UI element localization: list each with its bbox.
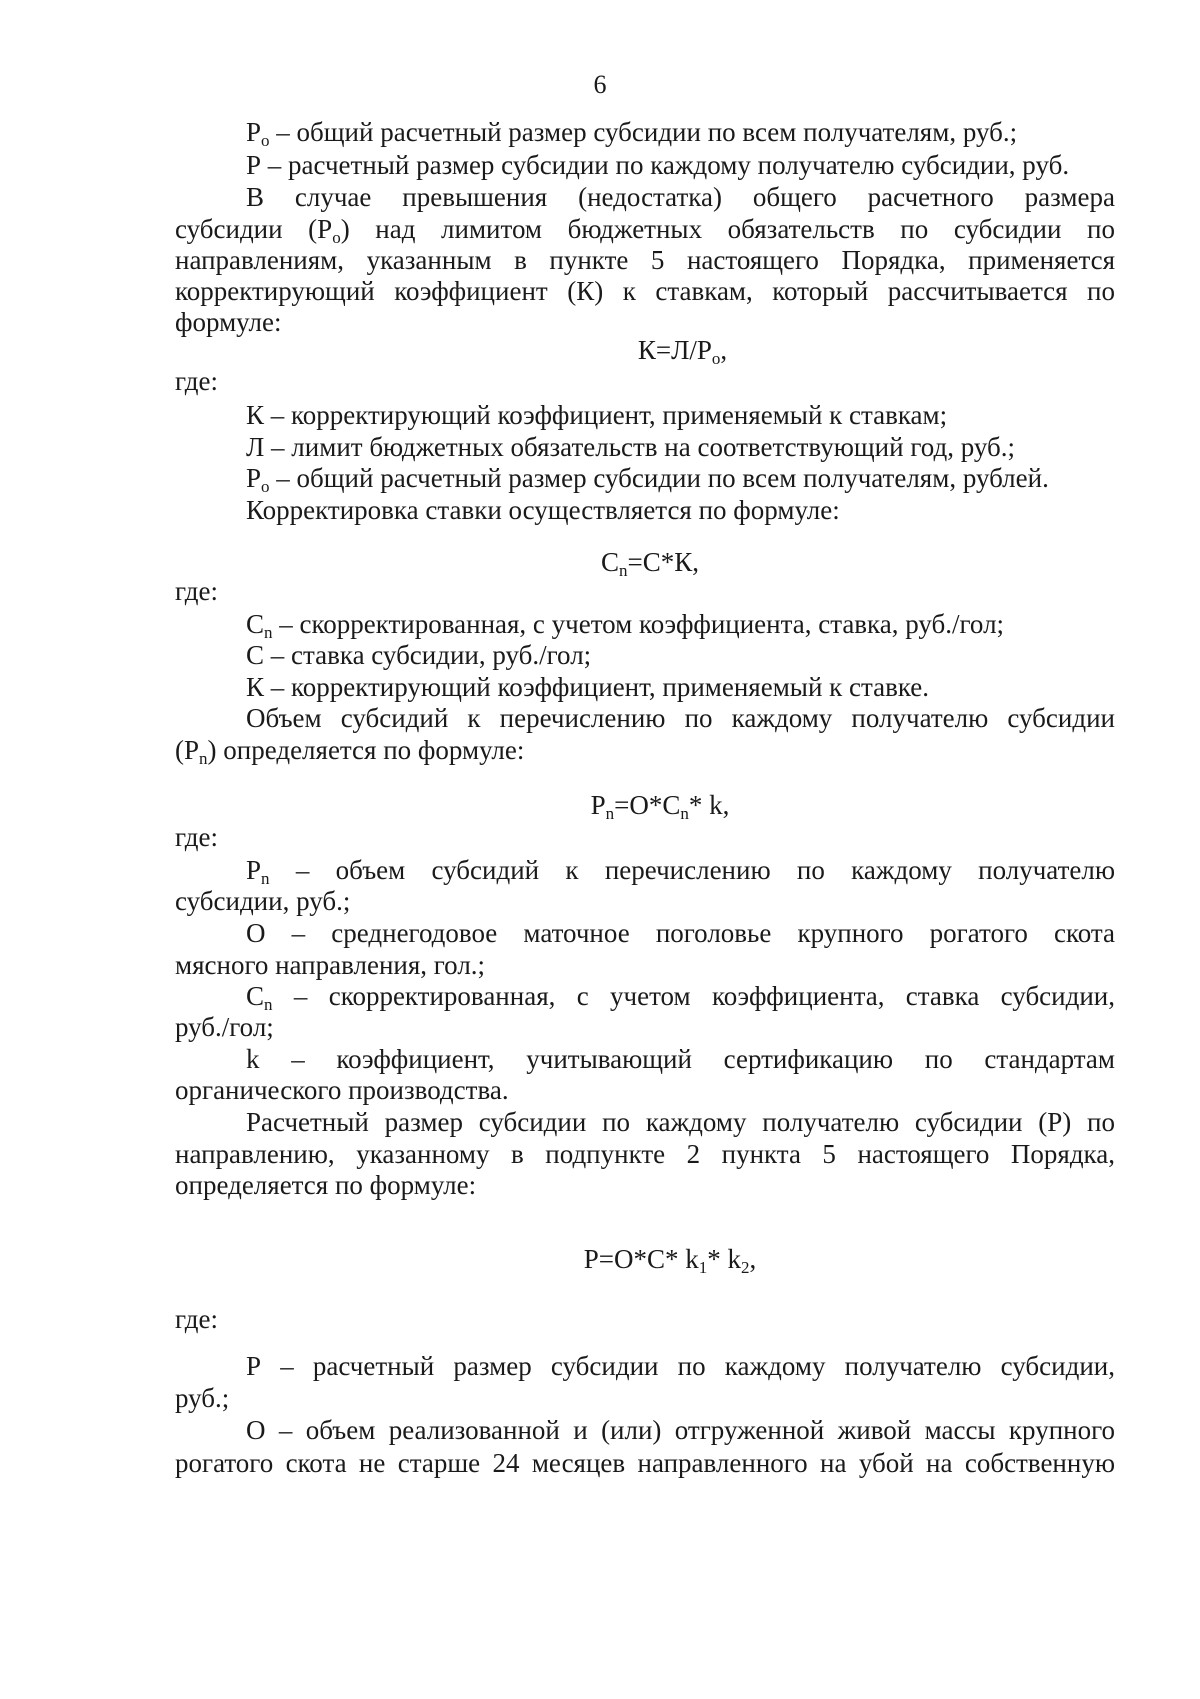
definition-cn [246, 607, 1115, 641]
formula-text: , [720, 335, 728, 365]
subscript: n [261, 869, 270, 888]
subscript: n [264, 995, 273, 1014]
subscript: 1 [698, 1258, 708, 1277]
paragraph-line: субсидии, руб.; [175, 886, 351, 916]
subscript: n [619, 561, 628, 580]
formula-text: * k [707, 1244, 741, 1274]
subscript: n [199, 749, 208, 768]
text: – общий расчетный размер субсидии по всем получателям, рублей. [269, 463, 1049, 493]
where-label: где: [175, 822, 218, 852]
paragraph-line: В случае превышения (недостатка) общего расчетного размера [246, 182, 1115, 212]
formula-text: * k, [688, 790, 730, 820]
formula-text: =С*К, [627, 547, 699, 577]
definition-po [246, 461, 1115, 495]
definition-k: К – корректирующий коэффициент, применяемый к ставкам; [246, 400, 948, 430]
paragraph-line: Расчетный размер субсидии по каждому получателю субсидии (Р) по [246, 1107, 1115, 1137]
symbol: Р [246, 463, 262, 493]
definition-o: О – среднегодовое маточное поголовье крупного рогатого скота [246, 918, 1115, 948]
paragraph-line: Объем субсидий к перечислению по каждому получателю субсидии [246, 703, 1115, 733]
paragraph-line: корректирующий коэффициент (К) к ставкам, который рассчитывается по [175, 276, 1115, 306]
paragraph-line: Корректировка ставки осуществляется по формуле: [246, 495, 840, 525]
definition-p: Р – расчетный размер субсидии по каждому получателю субсидии, [246, 1351, 1115, 1381]
symbol: Р [246, 855, 262, 885]
definition-pn [246, 853, 1115, 887]
formula-text: К=Л/Р [637, 335, 712, 365]
definition-k-small: k – коэффициент, учитывающий сертификацию по стандартам [246, 1044, 1115, 1074]
paragraph-line: руб./гол; [175, 1012, 274, 1042]
text: субсидии (Р [175, 214, 333, 244]
definition-cn [246, 979, 1115, 1013]
paragraph-line [175, 733, 1115, 767]
symbol: С [246, 609, 265, 639]
definition-l: Л – лимит бюджетных обязательств на соответствующий год, руб.; [246, 432, 1015, 462]
subscript: о [261, 131, 270, 150]
definition-k: К – корректирующий коэффициент, применяемый к ставке. [246, 672, 930, 702]
symbol: Р [246, 117, 262, 147]
formula-k [0, 333, 1200, 367]
formula-p [0, 1242, 1200, 1276]
subscript: n [264, 623, 273, 642]
paragraph-line [175, 212, 1115, 246]
subscript: о [332, 228, 341, 247]
text: ) определяется по формуле: [207, 735, 525, 765]
formula-text: Р=О*С* k [583, 1244, 699, 1274]
definition-po [246, 115, 1115, 149]
definition-c: С – ставка субсидии, руб./гол; [246, 640, 592, 670]
paragraph-line: органического производства. [175, 1075, 509, 1105]
paragraph-line: руб.; [175, 1383, 230, 1413]
where-label: где: [175, 576, 218, 606]
formula-text: , [749, 1244, 757, 1274]
text: – скорректированная, с учетом коэффициента, ставка, руб./гол; [272, 609, 1005, 639]
definition-o: О – объем реализованной и (или) отгруженной живой массы крупного [246, 1415, 1115, 1445]
text: ) над лимитом бюджетных обязательств по субсидии по [340, 214, 1115, 244]
subscript: n [680, 804, 689, 823]
text: – скорректированная, с учетом коэффициента, ставка субсидии, [272, 981, 1115, 1011]
paragraph-line: направлению, указанному в подпункте 2 пункта 5 настоящего Порядка, [175, 1139, 1115, 1169]
subscript: о [261, 477, 270, 496]
where-label: где: [175, 1304, 218, 1334]
formula-text: Р [590, 790, 606, 820]
formula-text: =О*С [614, 790, 681, 820]
subscript: n [605, 804, 615, 823]
definition-p: Р – расчетный размер субсидии по каждому получателю субсидии, руб. [246, 150, 1070, 180]
paragraph-line: мясного направления, гол.; [175, 950, 486, 980]
text: – объем субсидий к перечислению по каждому получателю [269, 855, 1115, 885]
where-label: где: [175, 366, 218, 396]
text: – общий расчетный размер субсидии по всем получателям, руб.; [269, 117, 1018, 147]
paragraph-line: направлениям, указанным в пункте 5 настоящего Порядка, применяется [175, 245, 1115, 275]
page-number: 6 [593, 70, 607, 99]
formula-text: С [600, 547, 619, 577]
formula-pn [0, 788, 1200, 822]
subscript: о [711, 349, 721, 368]
paragraph-line: определяется по формуле: [175, 1170, 477, 1200]
symbol: С [246, 981, 265, 1011]
text: (Р [175, 735, 200, 765]
subscript: 2 [741, 1258, 750, 1277]
paragraph-line: рогатого скота не старше 24 месяцев направленного на убой на собственную [175, 1448, 1115, 1478]
paragraph-line: формуле: [175, 307, 282, 337]
